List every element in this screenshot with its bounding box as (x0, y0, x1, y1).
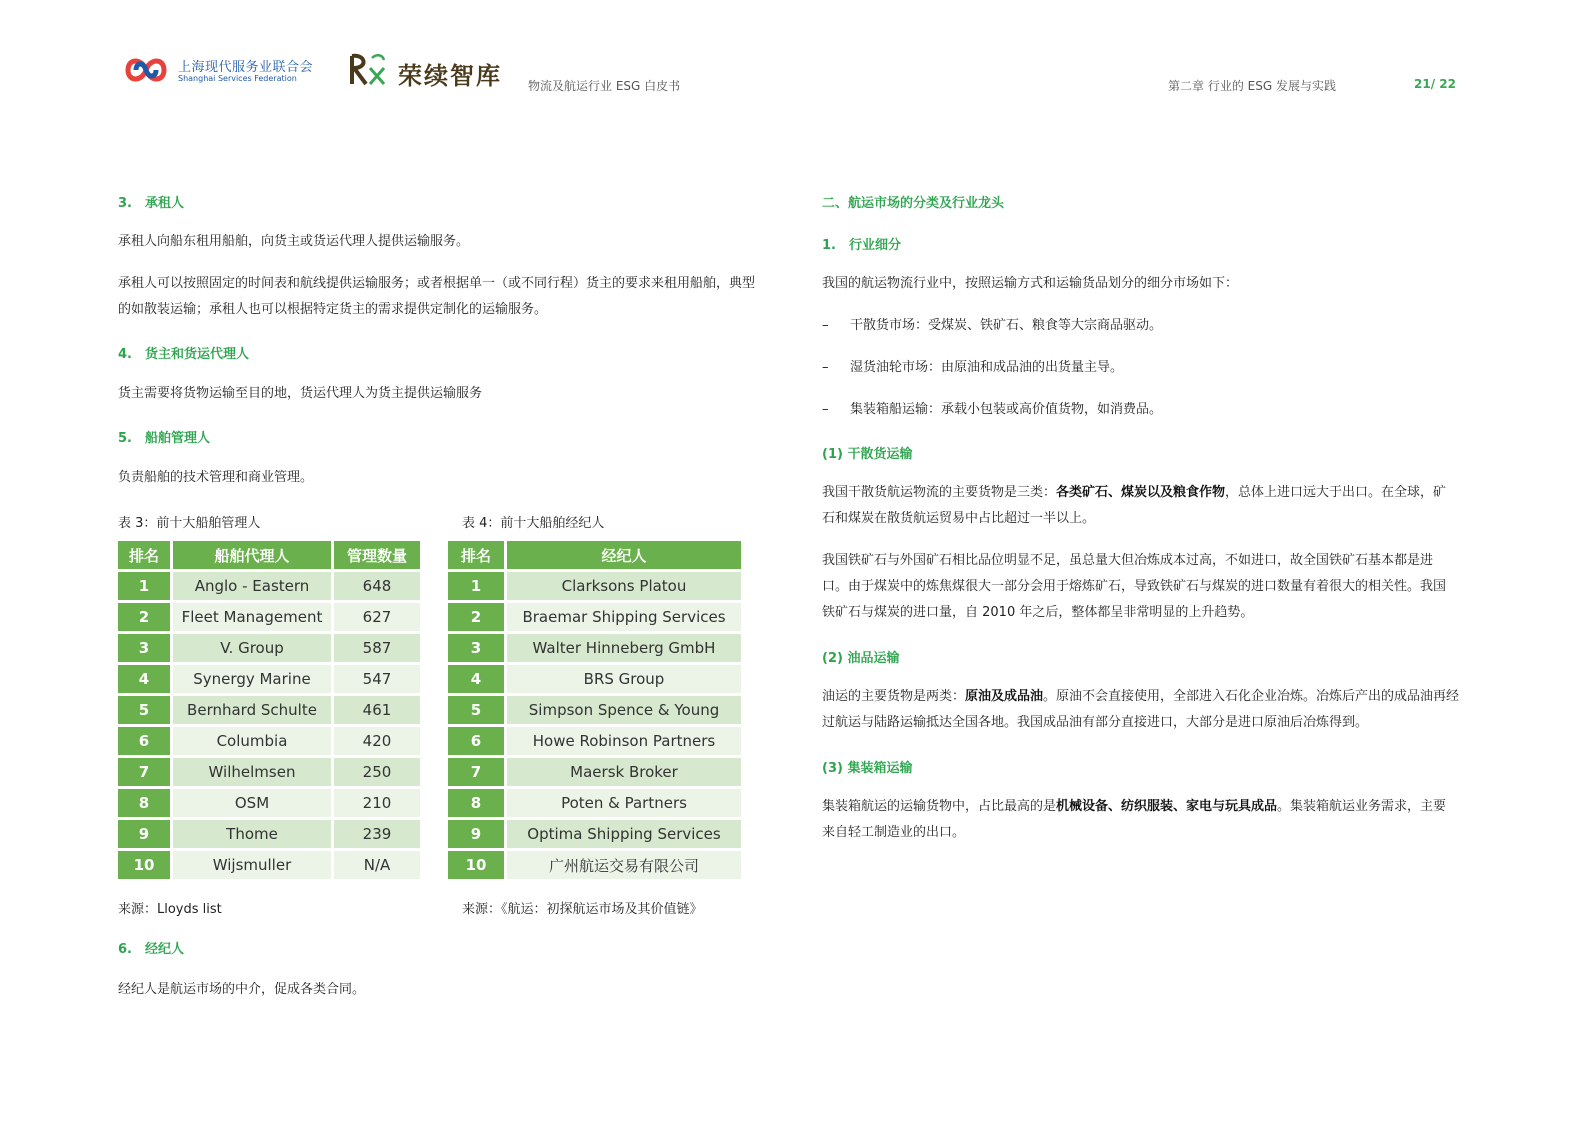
count-cell: 547 (334, 665, 420, 693)
bullet-text: 集装箱船运输：承载小包装或高价值货物，如消费品。 (850, 402, 1163, 417)
table-row (448, 696, 741, 724)
bold-text-run: 原油及成品油 (965, 689, 1044, 704)
rank-cell: 5 (118, 696, 170, 724)
count-cell: 461 (334, 696, 420, 724)
broker-cell: Maersk Broker (507, 758, 741, 786)
rank-cell: 8 (448, 789, 504, 817)
agent-cell: OSM (173, 789, 331, 817)
bullet-dash: – (822, 360, 829, 375)
table-row (118, 634, 420, 662)
rank-cell: 3 (448, 634, 504, 662)
broker-cell: 广州航运交易有限公司 (507, 851, 741, 879)
text-run: 我国干散货航运物流的主要货物是三类： (822, 485, 1057, 500)
broker-cell: Simpson Spence & Young (507, 696, 741, 724)
rank-cell: 6 (118, 727, 170, 755)
agent-cell: Wilhelmsen (173, 758, 331, 786)
table-4-caption: 表 4：前十大船舶经纪人 (462, 516, 605, 531)
agent-cell: Wijsmuller (173, 851, 331, 879)
table-row (118, 727, 420, 755)
text-run: 。集装箱航运业务需求，主要来自轻工制造业的出口。 (822, 799, 1447, 840)
section-6-title: 6. 经纪人 (118, 942, 184, 957)
table-3-source: 来源：Lloyds list (118, 902, 222, 917)
rank-cell: 10 (448, 851, 504, 879)
brand-name: 荣续智库 (398, 62, 502, 90)
subsection-1-para-1 (822, 480, 1458, 532)
rx-logo-icon (348, 52, 390, 88)
federation-logo-icon (122, 50, 170, 90)
text-run: 。原油不会直接使用，全部进入石化企业冶炼。冶炼后产出的成品油再经过航运与陆路运输抵达全国各地。我国成品油有部分直接进口，大部分是进口原油后冶炼得到。 (822, 689, 1460, 730)
table-4-header-rank: 排名 (448, 541, 504, 569)
section-3-para-2: 承租人可以按照固定的时间表和航线提供运输服务；或者根据单一（或不同行程）货主的要求来租用船舶，典型的如散装运输；承租人也可以根据特定货主的需求提供定制化的运输服务。 (118, 276, 756, 317)
subsection-2-title: (2) 油品运输 (822, 651, 900, 666)
table-3-header-count: 管理数量 (334, 541, 420, 569)
rank-cell: 10 (118, 851, 170, 879)
section-5-title: 5. 船舶管理人 (118, 431, 210, 446)
subsection-2-para-1 (822, 684, 1462, 736)
bullet-text: 湿货油轮市场：由原油和成品油的出货量主导。 (850, 360, 1124, 375)
table-4-source: 来源：《航运：初探航运市场及其价值链》 (462, 902, 703, 917)
table-row (118, 603, 420, 631)
table-row (448, 820, 741, 848)
agent-cell: Columbia (173, 727, 331, 755)
table-3 (115, 538, 423, 882)
agent-cell: V. Group (173, 634, 331, 662)
broker-cell: Optima Shipping Services (507, 820, 741, 848)
section-5-para-1: 负责船舶的技术管理和商业管理。 (118, 470, 314, 485)
table-row (448, 758, 741, 786)
agent-cell: Thome (173, 820, 331, 848)
table-3-caption: 表 3：前十大船舶管理人 (118, 516, 261, 531)
rank-cell: 9 (448, 820, 504, 848)
chapter-section-title: 二、航运市场的分类及行业龙头 (822, 196, 1005, 211)
federation-name-cn: 上海现代服务业联合会 (178, 60, 314, 75)
bullet-item (822, 355, 1462, 381)
table-row (448, 789, 741, 817)
table-3-header-agent: 船舶代理人 (173, 541, 331, 569)
agent-cell: Fleet Management (173, 603, 331, 631)
text-run: 集装箱航运的运输货物中，占比最高的是 (822, 799, 1057, 814)
bullet-item (822, 313, 1462, 339)
count-cell: 627 (334, 603, 420, 631)
rank-cell: 2 (118, 603, 170, 631)
rank-cell: 4 (118, 665, 170, 693)
section-6-para-1: 经纪人是航运市场的中介，促成各类合同。 (118, 982, 366, 997)
count-cell: 648 (334, 572, 420, 600)
count-cell: 239 (334, 820, 420, 848)
table-row (448, 572, 741, 600)
table-row (118, 758, 420, 786)
bullet-dash: – (822, 402, 829, 417)
table-row (448, 727, 741, 755)
rank-cell: 7 (448, 758, 504, 786)
broker-cell: Walter Hinneberg GmbH (507, 634, 741, 662)
text-run: ，总体上进口远大于出口。在全球，矿石和煤炭在散货航运贸易中占比超过一半以上。 (822, 485, 1447, 526)
right-section-1-title: 1. 行业细分 (822, 238, 901, 253)
table-row (448, 603, 741, 631)
table-row (118, 572, 420, 600)
rank-cell: 1 (118, 572, 170, 600)
table-4-header-broker: 经纪人 (507, 541, 741, 569)
doc-title: 物流及航运行业 ESG 白皮书 (528, 79, 681, 93)
table-row (118, 665, 420, 693)
federation-logo (122, 50, 332, 94)
section-3-title: 3. 承租人 (118, 196, 184, 211)
page-number: 21/ 22 (1414, 77, 1456, 91)
chapter-title: 第二章 行业的 ESG 发展与实践 (1168, 79, 1336, 93)
subsection-3-para-1 (822, 794, 1458, 846)
rank-cell: 6 (448, 727, 504, 755)
federation-name-en: Shanghai Services Federation (178, 74, 297, 83)
table-row (118, 789, 420, 817)
rank-cell: 3 (118, 634, 170, 662)
section-3-para-1: 承租人向船东租用船舶，向货主或货运代理人提供运输服务。 (118, 234, 470, 249)
broker-cell: Braemar Shipping Services (507, 603, 741, 631)
count-cell: 587 (334, 634, 420, 662)
right-section-1-para: 我国的航运物流行业中，按照运输方式和运输货品划分的细分市场如下： (822, 276, 1239, 291)
table-row (448, 665, 741, 693)
rank-cell: 4 (448, 665, 504, 693)
broker-cell: Clarksons Platou (507, 572, 741, 600)
text-run: 油运的主要货物是两类： (822, 689, 966, 704)
table-row (448, 634, 741, 662)
subsection-1-title: (1) 干散货运输 (822, 447, 913, 462)
rank-cell: 9 (118, 820, 170, 848)
rank-cell: 5 (448, 696, 504, 724)
bullet-text: 干散货市场：受煤炭、铁矿石、粮食等大宗商品驱动。 (850, 318, 1163, 333)
section-4-title: 4. 货主和货运代理人 (118, 347, 249, 362)
brand-logo (348, 52, 508, 92)
rank-cell: 8 (118, 789, 170, 817)
count-cell: 210 (334, 789, 420, 817)
table-4 (445, 538, 744, 882)
count-cell: N/A (334, 851, 420, 879)
agent-cell: Anglo - Eastern (173, 572, 331, 600)
table-3-header-rank: 排名 (118, 541, 170, 569)
table-row (118, 820, 420, 848)
broker-cell: Poten & Partners (507, 789, 741, 817)
bullet-dash: – (822, 318, 829, 333)
agent-cell: Synergy Marine (173, 665, 331, 693)
broker-cell: Howe Robinson Partners (507, 727, 741, 755)
subsection-3-title: (3) 集装箱运输 (822, 761, 913, 776)
agent-cell: Bernhard Schulte (173, 696, 331, 724)
table-row (118, 851, 420, 879)
rank-cell: 7 (118, 758, 170, 786)
bold-text-run: 各类矿石、煤炭以及粮食作物 (1056, 485, 1226, 500)
table-row (118, 696, 420, 724)
broker-cell: BRS Group (507, 665, 741, 693)
bullet-item (822, 397, 1462, 423)
rank-cell: 2 (448, 603, 504, 631)
section-4-para-1: 货主需要将货物运输至目的地，货运代理人为货主提供运输服务 (118, 386, 483, 401)
bold-text-run: 机械设备、纺织服装、家电与玩具成品 (1056, 799, 1278, 814)
rank-cell: 1 (448, 572, 504, 600)
subsection-1-para-2: 我国铁矿石与外国矿石相比品位明显不足，虽总量大但冶炼成本过高，不如进口，故全国铁矿石基本都是进口。由于煤炭中的炼焦煤很大一部分会用于熔炼矿石，导致铁矿石与煤炭的进口数量有着很大的相关性。我国铁矿石与煤炭的进口量，自 2010 年之后，整体都呈非常明显的上升趋势。 (822, 553, 1447, 620)
count-cell: 420 (334, 727, 420, 755)
table-row (448, 851, 741, 879)
count-cell: 250 (334, 758, 420, 786)
